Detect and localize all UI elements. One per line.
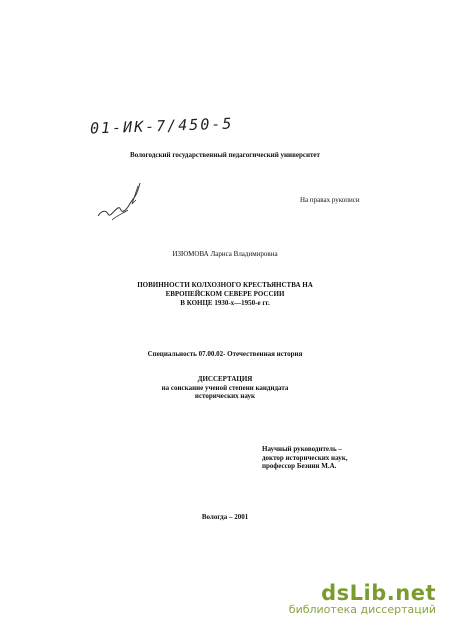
- author-surname: ИЗЮМОВА: [172, 250, 209, 258]
- supervisor-block: [262, 445, 348, 471]
- dissertation-title: [0, 281, 450, 308]
- watermark-subtitle: библиотека диссертаций: [288, 603, 436, 616]
- dissertation-degree-block: [0, 375, 450, 401]
- degree-line: на соискание ученой степени кандидата: [161, 383, 289, 392]
- title-line: ЕВРОПЕЙСКОМ СЕВЕРЕ РОССИИ: [165, 290, 285, 298]
- dissertation-heading: ДИССЕРТАЦИЯ: [197, 375, 253, 383]
- author-given-names: Лариса Владимировна: [210, 250, 278, 258]
- university-name: Вологодский государственный педагогический университет: [130, 151, 320, 159]
- title-line: В КОНЦЕ 1930-х—1950-е гг.: [180, 299, 270, 307]
- supervisor-line: доктор исторических наук,: [262, 453, 348, 462]
- handwritten-registration-number: 01-ИК-7/450-5: [89, 114, 234, 138]
- supervisor-line: профессор Безнин М.А.: [262, 462, 337, 470]
- specialty-line: Специальность 07.00.02- Отечественная история: [147, 350, 303, 358]
- handwritten-signature: [94, 180, 144, 225]
- supervisor-line: Научный руководитель –: [262, 445, 342, 453]
- rights-note: На правах рукописи: [300, 196, 360, 204]
- watermark-logo: dsLib.net: [321, 581, 436, 605]
- degree-line: исторических наук: [194, 392, 256, 400]
- author-name: [0, 250, 450, 258]
- watermark: [289, 581, 436, 616]
- city-year: Вологда – 2001: [201, 513, 249, 521]
- title-line: ПОВИННОСТИ КОЛХОЗНОГО КРЕСТЬЯНСТВА НА: [137, 281, 313, 289]
